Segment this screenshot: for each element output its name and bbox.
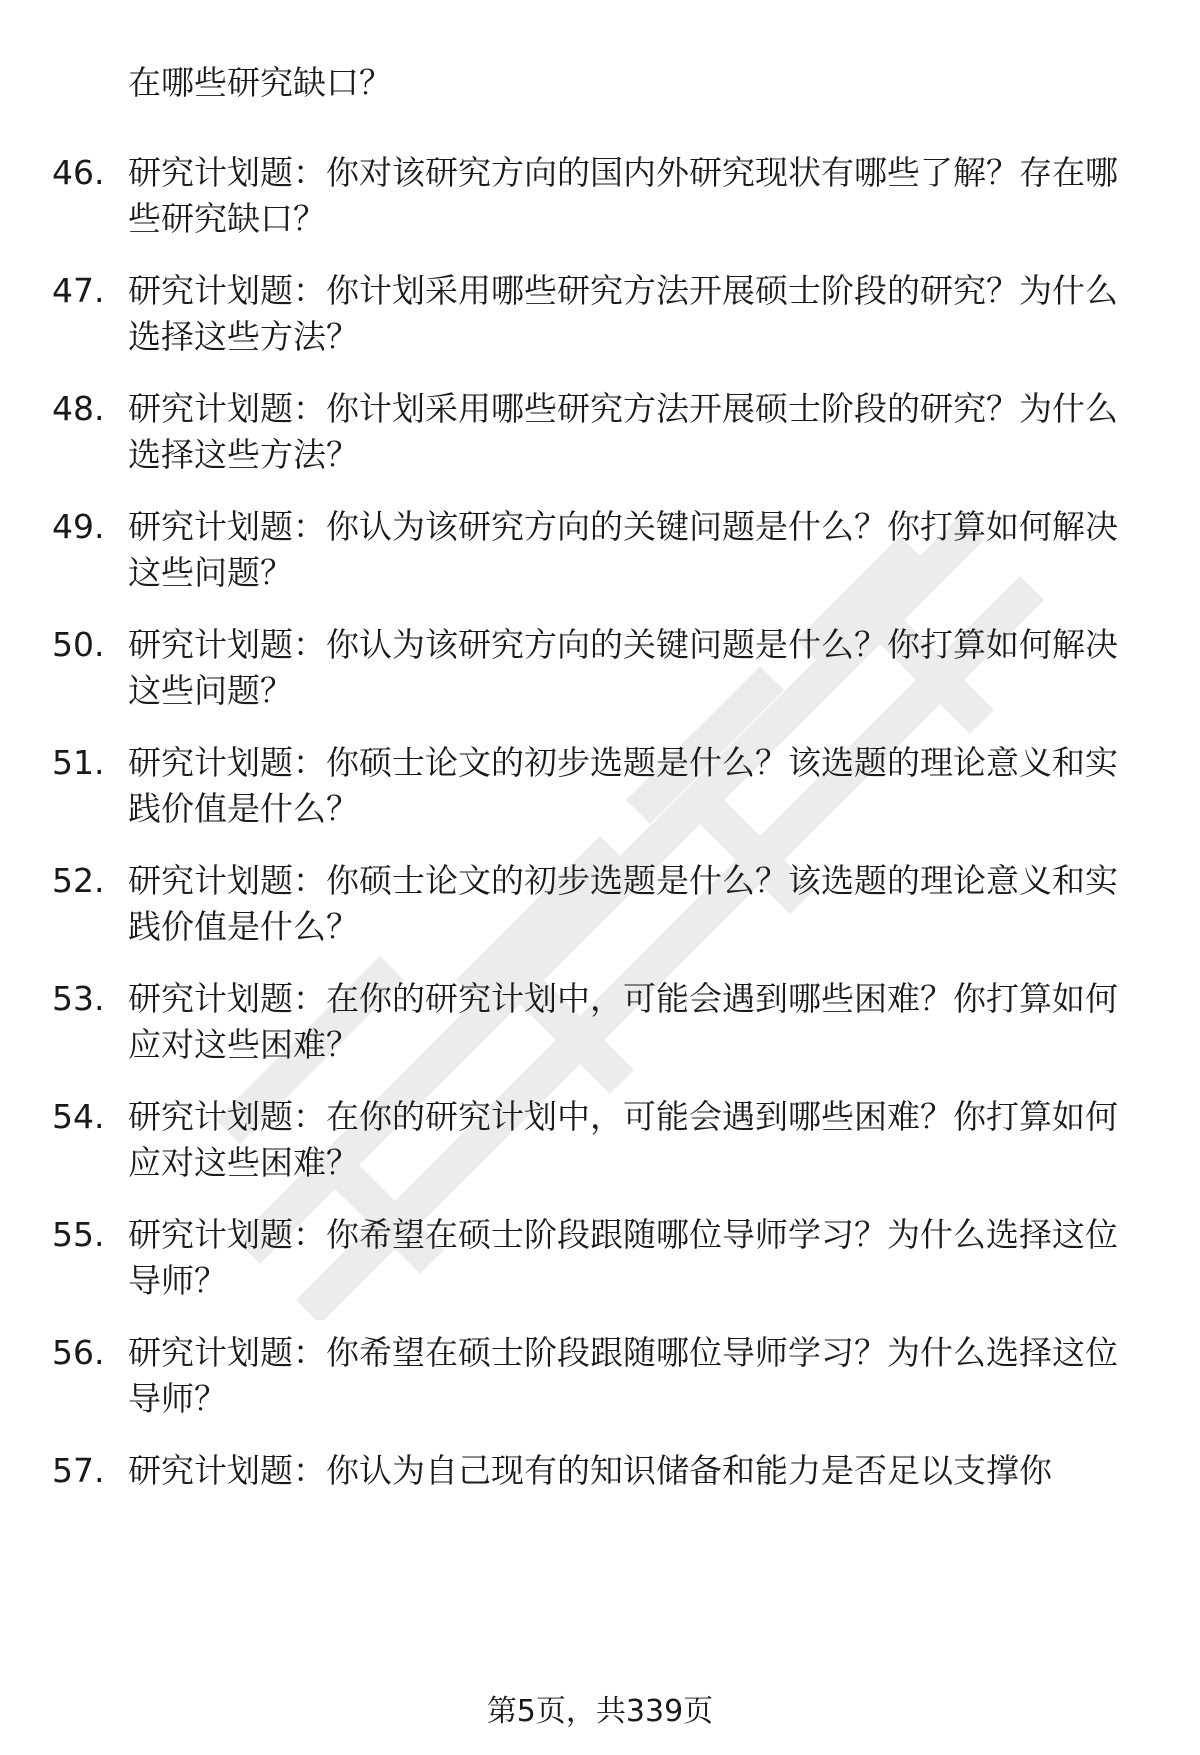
question-number: 51. [52, 743, 105, 782]
list-item [0, 976, 1200, 1076]
question-text: 研究计划题：在你的研究计划中，可能会遇到哪些困难？你打算如何应对这些困难？ [128, 1097, 1118, 1182]
question-number: 48. [52, 389, 105, 428]
question-number: 47. [52, 271, 105, 310]
question-text: 研究计划题：你认为该研究方向的关键问题是什么？你打算如何解决这些问题？ [128, 507, 1118, 592]
question-number: 52. [52, 861, 105, 900]
list-item [0, 1330, 1200, 1430]
list-item [0, 268, 1200, 368]
question-number: 54. [52, 1097, 105, 1136]
question-number: 56. [52, 1333, 105, 1372]
question-text: 研究计划题：你希望在硕士阶段跟随哪位导师学习？为什么选择这位导师？ [128, 1333, 1118, 1418]
question-number: 46. [52, 153, 105, 192]
question-text: 研究计划题：你认为该研究方向的关键问题是什么？你打算如何解决这些问题？ [128, 625, 1118, 710]
question-number: 53. [52, 979, 105, 1018]
question-number: 57. [52, 1451, 105, 1490]
question-number: 49. [52, 507, 105, 546]
question-text: 研究计划题：你计划采用哪些研究方法开展硕士阶段的研究？为什么选择这些方法？ [128, 271, 1118, 356]
list-item [0, 504, 1200, 604]
question-text: 研究计划题：在你的研究计划中，可能会遇到哪些困难？你打算如何应对这些困难？ [128, 979, 1118, 1064]
question-text: 研究计划题：你希望在硕士阶段跟随哪位导师学习？为什么选择这位导师？ [128, 1215, 1118, 1300]
question-number: 50. [52, 625, 105, 664]
list-item [0, 386, 1200, 486]
list-item [0, 150, 1200, 250]
list-item [0, 1448, 1200, 1498]
page-footer: 第5页，共339页 [486, 1694, 714, 1729]
list-item [0, 740, 1200, 840]
question-number: 55. [52, 1215, 105, 1254]
continued-question-text: 在哪些研究缺口？ [128, 63, 392, 102]
list-item [0, 858, 1200, 958]
question-text: 研究计划题：你对该研究方向的国内外研究现状有哪些了解？存在哪些研究缺口？ [128, 153, 1118, 238]
question-text: 研究计划题：你认为自己现有的知识储备和能力是否足以支撑你 [128, 1451, 1052, 1490]
list-item [0, 1212, 1200, 1312]
list-item [0, 622, 1200, 722]
question-text: 研究计划题：你计划采用哪些研究方法开展硕士阶段的研究？为什么选择这些方法？ [128, 389, 1118, 474]
question-text: 研究计划题：你硕士论文的初步选题是什么？该选题的理论意义和实践价值是什么？ [128, 861, 1118, 946]
list-item [0, 1094, 1200, 1194]
question-text: 研究计划题：你硕士论文的初步选题是什么？该选题的理论意义和实践价值是什么？ [128, 743, 1118, 828]
